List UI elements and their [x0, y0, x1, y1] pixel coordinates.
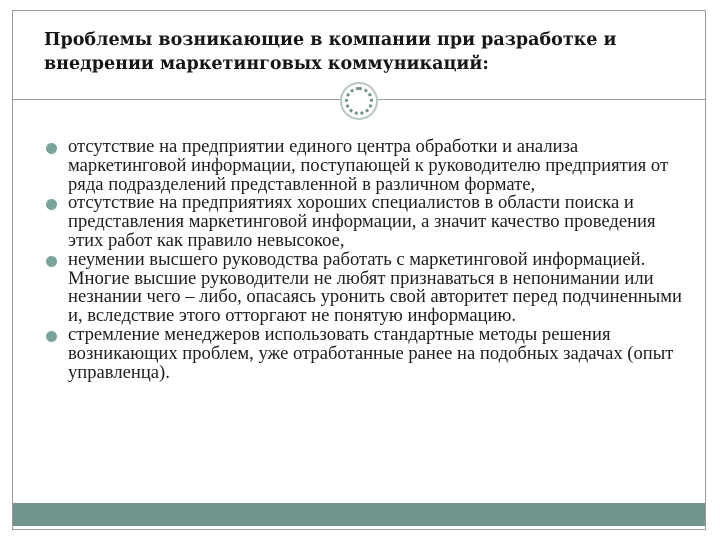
- bullet-item: [44, 194, 684, 250]
- circle-ornament-inner: [345, 87, 373, 115]
- bullet-item: [44, 248, 684, 327]
- bullet-dot-icon: [46, 199, 57, 210]
- bullet-item: [44, 138, 684, 194]
- bullet-dot-icon: [46, 256, 57, 267]
- bullet-dot-icon: [46, 143, 57, 154]
- bullet-text: отсутствие на предприятиях хороших специалистов в области поиска и представления маркетинговой информации, а значит качество проведения этих работ как правило невысокое,: [68, 192, 656, 251]
- circle-ornament-icon: [340, 82, 378, 120]
- bullet-text: отсутствие на предприятии единого центра обработки и анализа маркетинговой информации, поступающей к руководителю предприятия от ряда подразделений представленной в различном формате,: [68, 136, 669, 195]
- bullet-dot-icon: [46, 331, 57, 342]
- bullet-text: неумении высшего руководства работать с маркетинговой информацией. Многие высшие руководители не любят признаваться в непонимании или незнании чего – либо, опасаясь уронить свой авторитет перед подчиненными и, вследствие этого отторгают не понятую информацию.: [68, 248, 682, 327]
- slide-title: Проблемы возникающие в компании при разработке и внедрении маркетинговых коммуникаций:: [44, 30, 617, 74]
- bullet-text: стремление менеджеров использовать стандартные методы решения возникающих проблем, уже отработанные ранее на подобных задачах (опыт управленца).: [68, 323, 674, 383]
- bullet-item: [44, 323, 684, 383]
- footer-bar: [13, 503, 705, 526]
- bullet-list: [44, 138, 684, 382]
